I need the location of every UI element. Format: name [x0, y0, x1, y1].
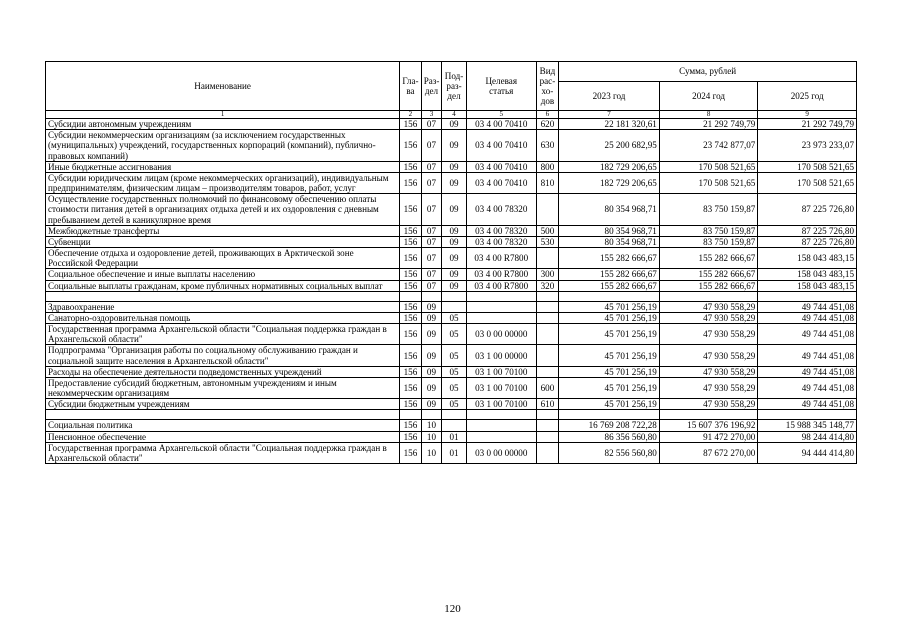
spacer-row — [46, 410, 857, 420]
row-razdel: 07 — [421, 280, 442, 291]
row-sum-2023: 86 356 560,80 — [559, 431, 660, 442]
table-row — [46, 130, 857, 162]
row-article: 03 1 00 70100 — [466, 377, 536, 398]
table-row — [46, 312, 857, 323]
row-sum-2024: 47 930 558,29 — [659, 324, 758, 345]
row-name: Субсидии юридическим лицам (кроме некоммерческих организаций), индивидуальным предпринимателям, физическим лицам – производителям товаров, работ, услуг — [46, 172, 400, 193]
row-sum-2024: 155 282 666,67 — [659, 280, 758, 291]
header-sum: Сумма, рублей — [559, 62, 857, 82]
table-row — [46, 236, 857, 247]
row-name: Социальная политика — [46, 420, 400, 431]
row-article: 03 1 00 00000 — [466, 345, 536, 366]
row-vid — [536, 366, 559, 377]
row-sum-2024: 23 742 877,07 — [659, 130, 758, 162]
row-podrazdel: 05 — [442, 399, 467, 410]
row-vid — [536, 345, 559, 366]
row-sum-2023: 45 701 256,19 — [559, 399, 660, 410]
row-sum-2025: 87 225 726,80 — [758, 225, 857, 236]
row-glava: 156 — [400, 172, 422, 193]
row-razdel: 07 — [421, 225, 442, 236]
column-number: 3 — [421, 111, 442, 119]
column-number: 5 — [466, 111, 536, 119]
row-sum-2025: 49 744 451,08 — [758, 366, 857, 377]
row-podrazdel: 09 — [442, 225, 467, 236]
row-podrazdel: 09 — [442, 194, 467, 226]
row-sum-2024: 91 472 270,00 — [659, 431, 758, 442]
row-article — [466, 312, 536, 323]
header-2024: 2024 год — [659, 82, 758, 111]
row-razdel: 07 — [421, 161, 442, 172]
row-vid: 800 — [536, 161, 559, 172]
row-podrazdel: 05 — [442, 324, 467, 345]
row-sum-2023: 22 181 320,61 — [559, 119, 660, 130]
column-number: 8 — [659, 111, 758, 119]
row-name: Государственная программа Архангельской области "Социальная поддержка граждан в Архангельской области" — [46, 324, 400, 345]
row-article: 03 4 00 78320 — [466, 236, 536, 247]
row-article: 03 4 00 70410 — [466, 119, 536, 130]
row-sum-2025: 49 744 451,08 — [758, 324, 857, 345]
row-article: 03 1 00 70100 — [466, 399, 536, 410]
row-podrazdel: 01 — [442, 431, 467, 442]
row-podrazdel: 05 — [442, 345, 467, 366]
row-name: Предоставление субсидий бюджетным, автономным учреждениям и иным некоммерческим организациям — [46, 377, 400, 398]
row-razdel: 07 — [421, 269, 442, 280]
row-sum-2025: 21 292 749,79 — [758, 119, 857, 130]
spacer-cell — [758, 410, 857, 420]
row-razdel: 09 — [421, 324, 442, 345]
row-sum-2023: 45 701 256,19 — [559, 301, 660, 312]
row-glava: 156 — [400, 236, 422, 247]
row-article: 03 0 00 00000 — [466, 324, 536, 345]
column-number: 7 — [559, 111, 660, 119]
row-glava: 156 — [400, 420, 422, 431]
table-row — [46, 161, 857, 172]
spacer-cell — [421, 291, 442, 301]
row-article: 03 4 00 R7800 — [466, 280, 536, 291]
column-number: 1 — [46, 111, 400, 119]
row-razdel: 09 — [421, 312, 442, 323]
row-name: Пенсионное обеспечение — [46, 431, 400, 442]
row-vid: 320 — [536, 280, 559, 291]
row-sum-2025: 49 744 451,08 — [758, 377, 857, 398]
table-row — [46, 280, 857, 291]
row-sum-2025: 49 744 451,08 — [758, 301, 857, 312]
table-row — [46, 225, 857, 236]
row-sum-2023: 82 556 560,80 — [559, 442, 660, 463]
spacer-cell — [46, 410, 400, 420]
row-sum-2025: 158 043 483,15 — [758, 248, 857, 269]
row-article: 03 0 00 00000 — [466, 442, 536, 463]
header-article: Целевая статья — [466, 62, 536, 111]
row-name: Субвенции — [46, 236, 400, 247]
row-podrazdel: 09 — [442, 130, 467, 162]
row-vid: 530 — [536, 236, 559, 247]
spacer-cell — [559, 291, 660, 301]
row-podrazdel: 09 — [442, 161, 467, 172]
row-sum-2025: 98 244 414,80 — [758, 431, 857, 442]
row-razdel: 07 — [421, 119, 442, 130]
row-glava: 156 — [400, 312, 422, 323]
row-sum-2025: 49 744 451,08 — [758, 345, 857, 366]
row-name: Государственная программа Архангельской области "Социальная поддержка граждан в Архангельской области" — [46, 442, 400, 463]
header-razdel: Раз- дел — [421, 62, 442, 111]
row-glava: 156 — [400, 399, 422, 410]
row-glava: 156 — [400, 130, 422, 162]
header-name: Наименование — [46, 62, 400, 111]
row-sum-2023: 45 701 256,19 — [559, 366, 660, 377]
row-podrazdel: 09 — [442, 172, 467, 193]
row-podrazdel: 05 — [442, 366, 467, 377]
row-razdel: 07 — [421, 236, 442, 247]
header-row — [46, 62, 857, 82]
page-number: 120 — [444, 603, 461, 615]
spacer-cell — [758, 291, 857, 301]
row-vid: 300 — [536, 269, 559, 280]
table-row — [46, 269, 857, 280]
row-sum-2023: 155 282 666,67 — [559, 248, 660, 269]
row-podrazdel — [442, 420, 467, 431]
row-glava: 156 — [400, 194, 422, 226]
spacer-cell — [400, 410, 422, 420]
row-name: Обеспечение отдыха и оздоровление детей, проживающих в Арктической зоне Российской Федерации — [46, 248, 400, 269]
row-glava: 156 — [400, 366, 422, 377]
row-razdel: 09 — [421, 366, 442, 377]
row-glava: 156 — [400, 248, 422, 269]
row-podrazdel: 05 — [442, 377, 467, 398]
row-article: 03 1 00 70100 — [466, 366, 536, 377]
row-glava: 156 — [400, 431, 422, 442]
row-sum-2023: 80 354 968,71 — [559, 236, 660, 247]
row-name: Здравоохранение — [46, 301, 400, 312]
row-sum-2024: 83 750 159,87 — [659, 225, 758, 236]
row-vid — [536, 324, 559, 345]
header-2025: 2025 год — [758, 82, 857, 111]
row-vid: 610 — [536, 399, 559, 410]
row-razdel: 10 — [421, 420, 442, 431]
row-article: 03 4 00 R7800 — [466, 269, 536, 280]
row-glava: 156 — [400, 377, 422, 398]
row-sum-2023: 80 354 968,71 — [559, 194, 660, 226]
row-sum-2024: 83 750 159,87 — [659, 194, 758, 226]
row-name: Подпрограмма "Организация работы по социальному обслуживанию граждан и социальной защите населения в Архангельской области" — [46, 345, 400, 366]
row-name: Субсидии некоммерческим организациям (за исключением государственных (муниципальных) учреждений, государственных корпораций (компаний), публично-правовых компаний) — [46, 130, 400, 162]
row-podrazdel: 09 — [442, 280, 467, 291]
row-name: Межбюджетные трансферты — [46, 225, 400, 236]
row-sum-2024: 47 930 558,29 — [659, 366, 758, 377]
row-vid: 620 — [536, 119, 559, 130]
spacer-cell — [659, 410, 758, 420]
spacer-cell — [659, 291, 758, 301]
row-razdel: 07 — [421, 130, 442, 162]
row-name: Санаторно-оздоровительная помощь — [46, 312, 400, 323]
row-sum-2024: 47 930 558,29 — [659, 301, 758, 312]
row-razdel: 10 — [421, 442, 442, 463]
row-sum-2025: 49 744 451,08 — [758, 312, 857, 323]
row-sum-2023: 182 729 206,65 — [559, 161, 660, 172]
row-article: 03 4 00 70410 — [466, 161, 536, 172]
table-row — [46, 420, 857, 431]
row-sum-2023: 45 701 256,19 — [559, 324, 660, 345]
table-row — [46, 194, 857, 226]
row-sum-2023: 45 701 256,19 — [559, 345, 660, 366]
row-podrazdel: 05 — [442, 312, 467, 323]
table-row — [46, 399, 857, 410]
row-sum-2023: 80 354 968,71 — [559, 225, 660, 236]
row-name: Иные бюджетные ассигнования — [46, 161, 400, 172]
row-sum-2024: 15 607 376 196,92 — [659, 420, 758, 431]
row-podrazdel: 09 — [442, 269, 467, 280]
row-glava: 156 — [400, 301, 422, 312]
row-name: Расходы на обеспечение деятельности подведомственных учреждений — [46, 366, 400, 377]
table-row — [46, 248, 857, 269]
row-razdel: 09 — [421, 399, 442, 410]
row-glava: 156 — [400, 269, 422, 280]
row-sum-2024: 83 750 159,87 — [659, 236, 758, 247]
row-glava: 156 — [400, 119, 422, 130]
row-article — [466, 431, 536, 442]
column-number: 2 — [400, 111, 422, 119]
header-vid: Вид рас- хо- дов — [536, 62, 559, 111]
row-sum-2023: 155 282 666,67 — [559, 280, 660, 291]
row-article: 03 4 00 70410 — [466, 172, 536, 193]
row-vid — [536, 431, 559, 442]
row-razdel: 07 — [421, 172, 442, 193]
row-sum-2024: 47 930 558,29 — [659, 345, 758, 366]
row-podrazdel: 01 — [442, 442, 467, 463]
row-vid: 810 — [536, 172, 559, 193]
spacer-cell — [466, 291, 536, 301]
budget-table — [45, 61, 857, 464]
spacer-cell — [400, 291, 422, 301]
row-glava: 156 — [400, 225, 422, 236]
row-vid — [536, 301, 559, 312]
row-sum-2023: 45 701 256,19 — [559, 312, 660, 323]
row-sum-2023: 16 769 208 722,28 — [559, 420, 660, 431]
row-glava: 156 — [400, 280, 422, 291]
row-sum-2023: 155 282 666,67 — [559, 269, 660, 280]
table-row — [46, 377, 857, 398]
spacer-cell — [559, 410, 660, 420]
row-razdel: 09 — [421, 345, 442, 366]
row-sum-2024: 21 292 749,79 — [659, 119, 758, 130]
row-name: Осуществление государственных полномочий по финансовому обеспечению оплаты стоимости питания детей в организациях отдыха детей и их оздоровления с дневным пребыванием детей в каникулярное время — [46, 194, 400, 226]
row-sum-2024: 155 282 666,67 — [659, 248, 758, 269]
row-sum-2024: 47 930 558,29 — [659, 399, 758, 410]
row-razdel: 09 — [421, 301, 442, 312]
row-vid — [536, 442, 559, 463]
table-row — [46, 119, 857, 130]
row-sum-2025: 23 973 233,07 — [758, 130, 857, 162]
spacer-cell — [536, 410, 559, 420]
row-article — [466, 420, 536, 431]
spacer-cell — [46, 291, 400, 301]
row-article: 03 4 00 78320 — [466, 225, 536, 236]
row-glava: 156 — [400, 345, 422, 366]
table-row — [46, 442, 857, 463]
table-body — [46, 119, 857, 464]
row-glava: 156 — [400, 161, 422, 172]
row-article — [466, 301, 536, 312]
spacer-cell — [421, 410, 442, 420]
table-row — [46, 324, 857, 345]
row-sum-2025: 158 043 483,15 — [758, 269, 857, 280]
row-podrazdel: 09 — [442, 236, 467, 247]
row-sum-2023: 45 701 256,19 — [559, 377, 660, 398]
row-sum-2024: 170 508 521,65 — [659, 172, 758, 193]
row-sum-2025: 15 988 345 148,77 — [758, 420, 857, 431]
row-name: Субсидии автономным учреждениям — [46, 119, 400, 130]
row-sum-2025: 170 508 521,65 — [758, 161, 857, 172]
spacer-cell — [536, 291, 559, 301]
row-razdel: 09 — [421, 377, 442, 398]
row-name: Социальное обеспечение и иные выплаты населению — [46, 269, 400, 280]
table-row — [46, 301, 857, 312]
spacer-cell — [442, 410, 467, 420]
row-sum-2023: 182 729 206,65 — [559, 172, 660, 193]
column-number: 4 — [442, 111, 467, 119]
row-vid — [536, 420, 559, 431]
row-podrazdel — [442, 301, 467, 312]
row-podrazdel: 09 — [442, 119, 467, 130]
table-row — [46, 345, 857, 366]
row-sum-2024: 87 672 270,00 — [659, 442, 758, 463]
row-glava: 156 — [400, 324, 422, 345]
row-sum-2024: 170 508 521,65 — [659, 161, 758, 172]
row-vid: 500 — [536, 225, 559, 236]
row-article: 03 4 00 70410 — [466, 130, 536, 162]
row-sum-2024: 47 930 558,29 — [659, 377, 758, 398]
row-article: 03 4 00 R7800 — [466, 248, 536, 269]
row-sum-2025: 94 444 414,80 — [758, 442, 857, 463]
row-podrazdel: 09 — [442, 248, 467, 269]
row-sum-2024: 155 282 666,67 — [659, 269, 758, 280]
header-glava: Гла- ва — [400, 62, 422, 111]
row-vid: 600 — [536, 377, 559, 398]
row-vid — [536, 194, 559, 226]
table-row — [46, 431, 857, 442]
header-2023: 2023 год — [559, 82, 660, 111]
row-glava: 156 — [400, 442, 422, 463]
column-number-row — [46, 111, 857, 119]
header-podrazdel: Под- раз- дел — [442, 62, 467, 111]
row-name: Субсидии бюджетным учреждениям — [46, 399, 400, 410]
row-sum-2025: 87 225 726,80 — [758, 194, 857, 226]
table-row — [46, 172, 857, 193]
row-sum-2023: 25 200 682,95 — [559, 130, 660, 162]
row-sum-2024: 47 930 558,29 — [659, 312, 758, 323]
row-razdel: 07 — [421, 194, 442, 226]
column-number: 9 — [758, 111, 857, 119]
spacer-cell — [466, 410, 536, 420]
row-razdel: 07 — [421, 248, 442, 269]
table-row — [46, 366, 857, 377]
row-sum-2025: 170 508 521,65 — [758, 172, 857, 193]
row-name: Социальные выплаты гражданам, кроме публичных нормативных социальных выплат — [46, 280, 400, 291]
row-vid — [536, 312, 559, 323]
column-number: 6 — [536, 111, 559, 119]
row-razdel: 10 — [421, 431, 442, 442]
row-vid — [536, 248, 559, 269]
spacer-cell — [442, 291, 467, 301]
row-sum-2025: 49 744 451,08 — [758, 399, 857, 410]
row-article: 03 4 00 78320 — [466, 194, 536, 226]
row-sum-2025: 87 225 726,80 — [758, 236, 857, 247]
spacer-row — [46, 291, 857, 301]
row-vid: 630 — [536, 130, 559, 162]
row-sum-2025: 158 043 483,15 — [758, 280, 857, 291]
